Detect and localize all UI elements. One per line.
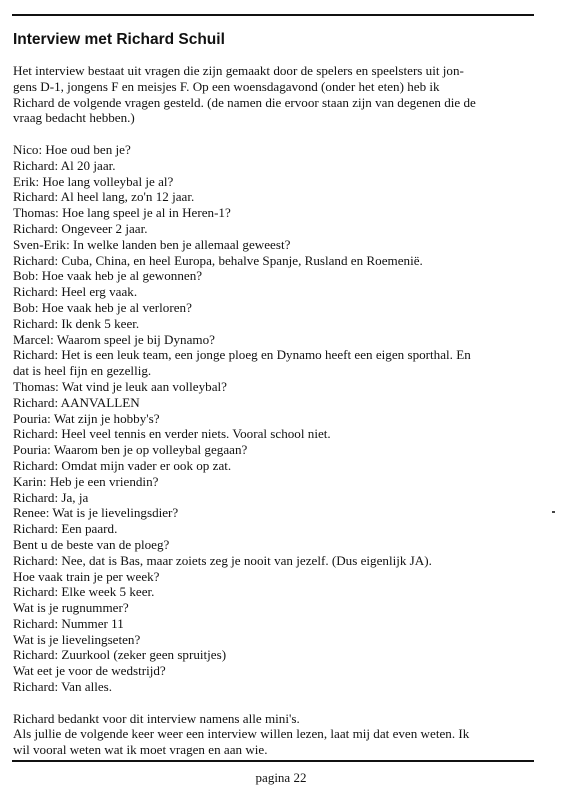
dialogue-line: Richard: Cuba, China, en heel Europa, behalve Spanje, Rusland en Roemenië. — [13, 252, 423, 268]
dialogue-line: Richard: Nummer 11 — [13, 615, 124, 631]
closing-line: wil vooral weten wat ik moet vragen en aan wie. — [13, 742, 268, 758]
paragraph-gap — [13, 695, 535, 711]
dialogue-line: Hoe vaak train je per week? — [13, 568, 160, 584]
page-title: Interview met Richard Schuil — [13, 31, 225, 48]
dialogue-line: Richard: Het is een leuk team, een jonge ploeg en Dynamo heeft een eigen sporthal. En — [13, 347, 471, 363]
dialogue-line: Marcel: Waarom speel je bij Dynamo? — [13, 331, 215, 347]
intro-line: Het interview bestaat uit vragen die zijn gemaakt door de spelers en speelsters uit jon- — [13, 63, 464, 78]
intro-line: vraag bedacht hebben.) — [13, 110, 135, 126]
dialogue-line: Wat is je rugnummer? — [13, 600, 129, 616]
dialogue-line: dat is heel fijn en gezellig. — [13, 363, 152, 379]
dialogue-line: Wat eet je voor de wedstrijd? — [13, 663, 166, 679]
dialogue-line: Richard: Een paard. — [13, 521, 118, 537]
closing-line: Richard bedankt voor dit interview namens alle mini's. — [13, 710, 300, 726]
intro-paragraph — [13, 63, 535, 126]
top-rule — [12, 14, 534, 16]
paragraph-gap — [13, 126, 535, 142]
dialogue-line: Richard: Van alles. — [13, 679, 113, 695]
dialogue-line: Richard: Al heel lang, zo'n 12 jaar. — [13, 189, 195, 205]
dialogue-line: Bob: Hoe vaak heb je al gewonnen? — [13, 268, 203, 284]
dialogue-line: Richard: Zuurkool (zeker geen spruitjes) — [13, 647, 227, 663]
dialogue-list — [13, 142, 535, 695]
bottom-rule — [12, 760, 534, 762]
dialogue-line: Richard: Ik denk 5 keer. — [13, 315, 140, 331]
dialogue-line: Richard: Omdat mijn vader er ook op zat. — [13, 457, 232, 473]
closing-line: Als jullie de volgende keer weer een interview willen lezen, laat mij dat even weten. Ik — [13, 726, 470, 742]
intro-line: gens D-1, jongens F en meisjes F. Op een woensdagavond (onder het eten) heb ik — [13, 78, 440, 94]
dialogue-line: Erik: Hoe lang volleybal je al? — [13, 173, 174, 189]
dialogue-line: Richard: AANVALLEN — [13, 394, 140, 410]
article-body — [13, 63, 535, 758]
dialogue-line: Thomas: Wat vind je leuk aan volleybal? — [13, 378, 227, 394]
dialogue-line: Richard: Heel veel tennis en verder niets. Vooral school niet. — [13, 426, 331, 442]
dialogue-line: Pouria: Wat zijn je hobby's? — [13, 410, 160, 426]
page-number: pagina 22 — [255, 770, 307, 785]
closing-paragraph — [13, 711, 535, 758]
dialogue-line: Richard: Al 20 jaar. — [13, 157, 116, 173]
dialogue-line: Richard: Elke week 5 keer. — [13, 584, 155, 600]
dialogue-line: Richard: Ongeveer 2 jaar. — [13, 220, 148, 236]
dialogue-line: Richard: Ja, ja — [13, 489, 89, 505]
dialogue-line: Nico: Hoe oud ben je? — [13, 141, 131, 157]
dialogue-line: Richard: Heel erg vaak. — [13, 284, 138, 300]
dialogue-line: Sven-Erik: In welke landen ben je allemaal geweest? — [13, 236, 291, 252]
dialogue-line: Thomas: Hoe lang speel je al in Heren-1? — [13, 205, 231, 221]
dialogue-line: Pouria: Waarom ben je op volleybal gegaan? — [13, 442, 248, 458]
intro-line: Richard de volgende vragen gesteld. (de namen die ervoor staan zijn van degenen die de — [13, 94, 476, 110]
dialogue-line: Richard: Nee, dat is Bas, maar zoiets zeg je nooit van jezelf. (Dus eigenlijk JA). — [13, 552, 432, 568]
dialogue-line: Bob: Hoe vaak heb je al verloren? — [13, 299, 192, 315]
dialogue-line: Renee: Wat is je lievelingsdier? — [13, 505, 179, 521]
scan-speck — [552, 511, 555, 513]
dialogue-line: Karin: Heb je een vriendin? — [13, 473, 159, 489]
dialogue-line: Wat is je lievelingseten? — [13, 631, 141, 647]
dialogue-line: Bent u de beste van de ploeg? — [13, 536, 170, 552]
